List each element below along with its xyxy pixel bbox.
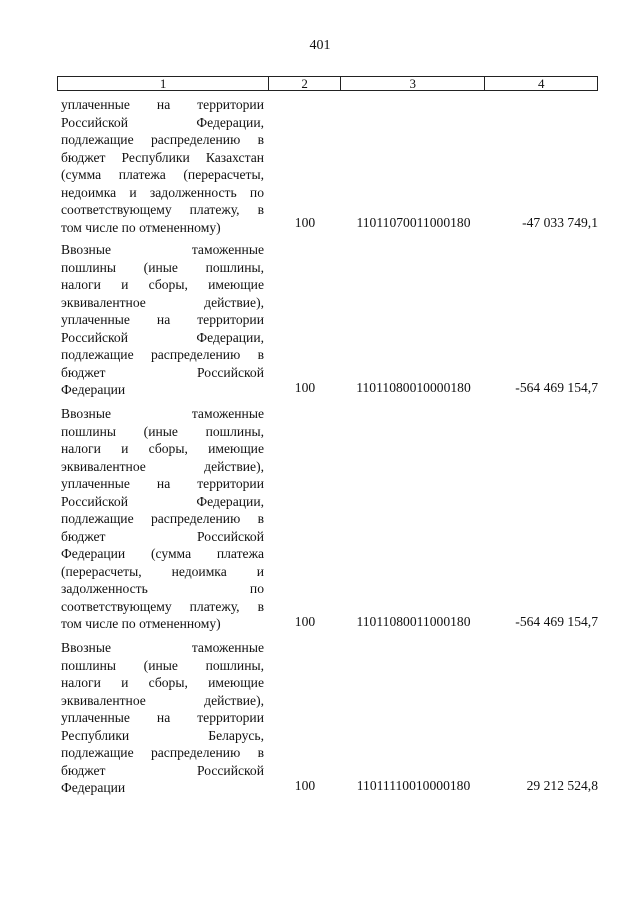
row-budget-code: 11011070011000180 <box>356 215 471 230</box>
description-line: (перерасчеты, недоимка и <box>61 563 264 579</box>
description-line: Ввозные таможенные <box>61 640 264 655</box>
description-line: том числе по отмененному) <box>61 219 221 235</box>
description-line: налоги и сборы, имеющие <box>61 441 264 456</box>
description-line: подлежащие распределению в <box>61 347 264 362</box>
row-admin-code: 100 <box>294 614 316 629</box>
description-line: подлежащие распределению в <box>61 511 264 526</box>
description-line: Российской Федерации, <box>61 493 264 509</box>
row-budget-code: 11011080011000180 <box>356 614 471 629</box>
description-line: (сумма платежа (перерасчеты, <box>61 167 264 182</box>
row-admin-code: 100 <box>294 380 316 395</box>
row-admin-code: 100 <box>294 778 316 793</box>
description-line: Российской Федерации, <box>61 329 264 345</box>
row-amount: -564 469 154,7 <box>515 614 598 629</box>
row-description <box>61 96 264 236</box>
header-col-1: 1 <box>58 77 269 90</box>
description-line: недоимка и задолженность по <box>61 184 264 200</box>
description-line: том числе по отмененному) <box>61 616 221 631</box>
description-line: бюджет Российской <box>61 528 264 544</box>
row-amount: -564 469 154,7 <box>515 380 598 395</box>
row-budget-code: 11011110010000180 <box>356 778 471 793</box>
description-line: пошлины (иные пошлины, <box>61 259 264 275</box>
header-col-2: 2 <box>269 77 341 90</box>
description-line: эквивалентное действие), <box>61 458 264 474</box>
table-header <box>57 76 598 91</box>
row-admin-code: 100 <box>294 215 316 230</box>
description-line: налоги и сборы, имеющие <box>61 277 264 292</box>
description-line: пошлины (иные пошлины, <box>61 423 264 439</box>
description-line: Республики Беларусь, <box>61 727 264 743</box>
description-line: соответствующему платежу, в <box>61 598 264 614</box>
description-line: задолженность по <box>61 581 264 596</box>
header-col-4: 4 <box>537 76 545 91</box>
description-line: уплаченные на территории <box>61 97 264 112</box>
row-budget-code: 11011080010000180 <box>356 380 471 395</box>
description-line: соответствующему платежу, в <box>61 202 264 217</box>
description-line: Ввозные таможенные <box>61 242 264 257</box>
row-amount: -47 033 749,1 <box>522 215 598 230</box>
description-line: уплаченные на территории <box>61 312 264 327</box>
description-line: уплаченные на территории <box>61 710 264 725</box>
description-line: эквивалентное действие), <box>61 294 264 310</box>
header-col-3: 3 <box>341 77 485 90</box>
row-description <box>61 405 264 633</box>
page-number: 401 <box>309 38 331 53</box>
description-line: подлежащие распределению в <box>61 132 264 147</box>
row-amount: 29 212 524,8 <box>526 778 598 793</box>
row-description <box>61 241 264 399</box>
description-line: Федерации <box>61 780 126 795</box>
description-line: Российской Федерации, <box>61 114 264 130</box>
description-line: пошлины (иные пошлины, <box>61 657 264 673</box>
description-line: подлежащие распределению в <box>61 745 264 760</box>
description-line: Федерации <box>61 382 126 397</box>
description-line: Федерации (сумма платежа <box>61 546 264 561</box>
description-line: уплаченные на территории <box>61 476 264 491</box>
description-line: налоги и сборы, имеющие <box>61 675 264 690</box>
description-line: бюджет Российской <box>61 762 264 778</box>
description-line: бюджет Российской <box>61 364 264 380</box>
description-line: Ввозные таможенные <box>61 406 264 421</box>
row-description <box>61 639 264 797</box>
description-line: эквивалентное действие), <box>61 692 264 708</box>
description-line: бюджет Республики Казахстан <box>61 149 264 165</box>
